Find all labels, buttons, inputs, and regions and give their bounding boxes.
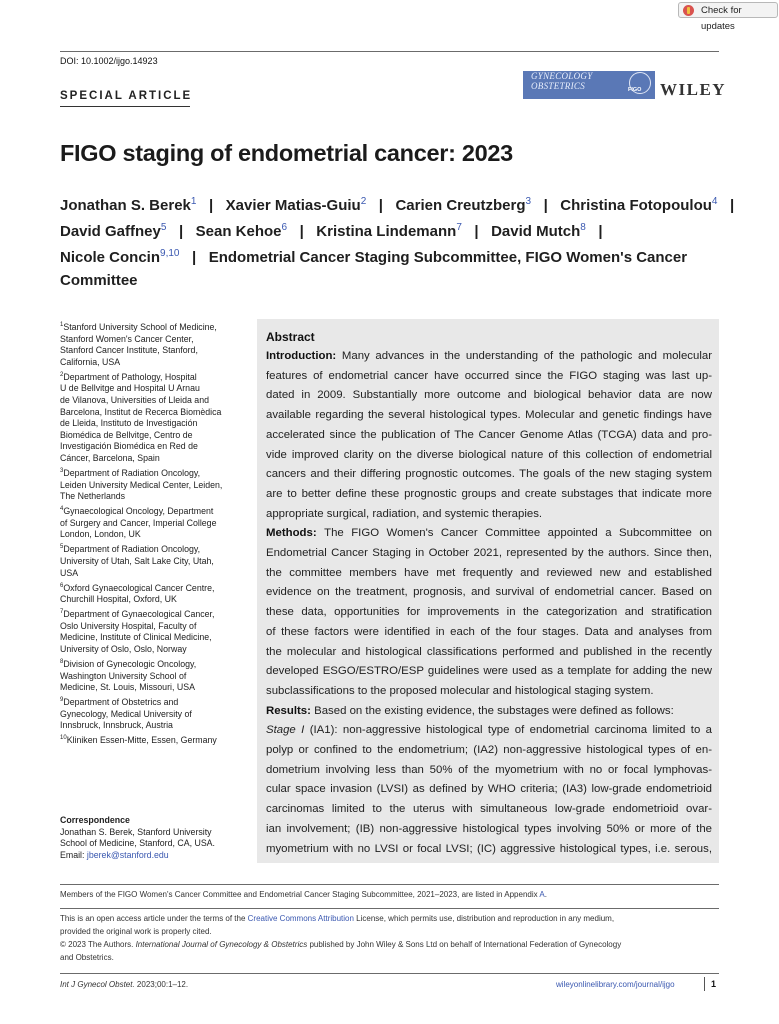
affiliation-number: 1 (60, 322, 64, 328)
abstract-line: these data, opportunities for improvements in the categorization and stratification (266, 606, 712, 619)
abstract-line: are to better define these prognostic groups and create substages that indicate more (266, 487, 712, 500)
affiliation-line: University of Utah, Salt Lake City, Utah, (60, 555, 214, 566)
journal-url-link[interactable]: wileyonlinelibrary.com/journal/ijgo (556, 980, 675, 989)
affiliation-line: Medicine, St. Louis, Missouri, USA (60, 682, 195, 693)
footnote-end: . (544, 890, 547, 899)
affiliation-line: $^5$Department of Radiation Oncology, (60, 544, 201, 555)
affiliation-line: Leiden University Medical Center, Leiden, (60, 479, 223, 490)
author-separator: | (287, 223, 317, 240)
article-type-underline (60, 106, 190, 107)
abstract-line: subclassifications to the proposed molecular and histological staging system. (266, 684, 654, 697)
affiliation-line: Stanford Cancer Institute, Stanford, (60, 345, 198, 356)
affiliation-line: $^4$Gynaecological Oncology, Department (60, 506, 214, 517)
affiliation-number: 3 (60, 468, 64, 474)
article-type: SPECIAL ARTICLE (60, 90, 193, 102)
copyright-text: published by John Wiley & Sons Ltd on behalf of International Federation of Gynecology (307, 940, 622, 949)
affiliation (60, 733, 240, 747)
author-separator: | (366, 197, 396, 214)
figo-label: FIGO (628, 87, 642, 93)
affiliation-line: $^3$Department of Radiation Oncology, (60, 467, 201, 478)
affiliation-line: Cáncer, Barcelona, Spain (60, 452, 160, 463)
publisher-logo: WILEY (660, 80, 727, 99)
author-name[interactable]: David Gaffney (60, 223, 161, 240)
affiliation-line: de Lleida, Instituto de Investigación (60, 418, 198, 429)
affiliation-number: 8 (60, 659, 64, 665)
affiliation-line: Oslo University Hospital, Faculty of (60, 620, 197, 631)
affiliation-number: 7 (60, 609, 64, 616)
crossmark-icon (683, 5, 694, 16)
affiliation-line: California, USA (60, 356, 121, 367)
footnote (60, 890, 547, 899)
email-label: Email: (60, 849, 87, 860)
abstract-line: the molecular and histological classifications performed and published in the recently (266, 645, 712, 658)
affiliation (60, 657, 240, 694)
author-affiliation-ref: 4 (711, 196, 718, 207)
author-line (60, 196, 747, 214)
affiliation (60, 695, 240, 732)
affiliation-line: USA (60, 567, 79, 578)
author-affiliation-ref: 6 (281, 222, 288, 233)
author-name[interactable]: Sean Kehoe (195, 223, 282, 240)
top-rule (60, 51, 719, 52)
affiliation-line: Medicine, Institute of Clinical Medicine, (60, 632, 212, 643)
correspondence-heading: Correspondence (60, 815, 130, 825)
email-link[interactable]: jberek@stanford.edu (86, 849, 169, 860)
author-line (60, 272, 138, 289)
abstract-line: myometrium with no LVSI or focal LVSI; (IC) aggressive histological types, i.e. serous, (266, 842, 712, 855)
abstract-line: polyp or confined to the endometrium; (IA2) non-aggressive histological types of en- (266, 744, 712, 756)
abstract-section-label: Introduction: (266, 350, 342, 362)
author-affiliation-ref: 9,10 (160, 248, 180, 259)
doi: DOI: 10.1002/ijgo.14923 (60, 56, 158, 66)
affiliation (60, 581, 240, 606)
citation-details: 2023;00:1–12. (134, 980, 189, 989)
author-separator: | (585, 223, 616, 240)
affiliation (60, 542, 240, 579)
abstract-line: the committee members have met frequently and reviewed new and established (266, 566, 712, 579)
affiliation-line: Biomédica de Bellvitge, Centro de (60, 429, 193, 440)
affiliation-line: $^2$Department of Pathology, Hospital (60, 371, 197, 382)
author-name[interactable]: Endometrial Cancer Staging Subcommittee, FIGO Women's Cancer (208, 249, 688, 266)
abstract-line: Results: Based on the existing evidence, the substages were defined as follows: (266, 704, 674, 717)
correspondence-block (60, 815, 240, 861)
abstract-line: dated in 2009. Substantially more outcome and biological behavior data are now (266, 389, 712, 402)
page-number: 1 (711, 979, 717, 989)
affiliation-line: London, London, UK (60, 529, 141, 540)
author-name[interactable]: Jonathan S. Berek (60, 197, 191, 214)
author-name[interactable]: Nicole Concin (60, 249, 161, 266)
affiliation-line: de Vilanova, Universities of Lleida and (60, 394, 209, 405)
author-affiliation-ref: 1 (190, 196, 197, 207)
page-number-separator (704, 977, 705, 991)
abstract-line: available regarding the several histological types. Molecular and genetic findings have (266, 409, 712, 422)
affiliation-line: Investigación Biomédica en Red de (60, 441, 198, 452)
author-name[interactable]: Committee (60, 272, 138, 289)
affiliation-line: Barcelona, Institut de Recerca Biomèdica (60, 406, 222, 417)
abstract-line: evidence on the treatment, prognosis, and survival of endometrial cancer. Based on (266, 586, 712, 599)
abstract-line: developed ESGO/ESTRO/ESP guidelines were used as a template for adding the new (266, 665, 712, 678)
affiliation (60, 370, 240, 465)
journal-logo-text (531, 72, 611, 91)
author-affiliation-ref: 5 (160, 222, 167, 233)
affiliation (60, 504, 240, 541)
affiliation-number: 5 (60, 544, 64, 551)
journal-logo-line: GYNECOLOGY (531, 71, 593, 81)
author-name[interactable]: Kristina Lindemann (316, 223, 457, 240)
footnote-rule (60, 884, 719, 885)
affiliation-line: $^6$Oxford Gynaecological Cancer Centre, (60, 582, 215, 593)
author-separator: | (717, 197, 747, 214)
affiliation (60, 607, 240, 655)
affiliation-line: $^9$Department of Obstetrics and (60, 697, 179, 708)
affiliation-line: of Surgery and Cancer, Imperial College (60, 517, 217, 528)
check-for-updates-label: Check for updates (701, 5, 742, 32)
affiliation-number: 4 (60, 506, 64, 513)
affiliation-number: 9 (60, 697, 64, 704)
author-line (60, 222, 615, 240)
abstract-line: vide improved clarity on the diverse biological nature of this collection of endometrial (266, 448, 712, 461)
author-separator: | (179, 249, 209, 266)
author-name[interactable]: Christina Fotopoulou (560, 197, 712, 214)
correspondence-email-line (60, 850, 240, 862)
copyright-line (60, 940, 621, 949)
license-text: License, which permits use, distribution and reproduction in any medium, (353, 914, 615, 923)
author-separator: | (166, 223, 196, 240)
abstract-line: Stage I (IA1): non-aggressive histological type of endometrial carcinoma limited to a (266, 724, 712, 737)
abstract-line: Endometrial Cancer Staging in October 2021, represented by the authors. Since then, (266, 547, 712, 559)
affiliation-line: $^1$Stanford University School of Medicine, (60, 321, 217, 332)
abstract-section-label: Methods: (266, 527, 325, 540)
affiliation-number: 2 (60, 371, 64, 378)
affiliation-line: University of Oslo, Oslo, Norway (60, 643, 187, 654)
abstract-line: cancers and their differing prognostic outcomes. The goals of the new staging system (266, 468, 712, 481)
affiliation-line: U de Bellvitge and Hospital U Arnau (60, 383, 200, 394)
abstract-section-label: Results: (266, 704, 315, 717)
abstract-line: dometrium involving less than 50% of the myometrium with no or focal lymphovas- (266, 763, 712, 776)
abstract-line: features of endometrial cancer have occurred since the FIGO staging was last up- (266, 369, 712, 382)
creative-commons-link[interactable]: Creative Commons Attribution (247, 914, 354, 923)
license-line-2: provided the original work is properly cited. (60, 927, 212, 936)
author-affiliation-ref: 7 (456, 222, 462, 233)
author-name[interactable]: Carien Creutzberg (395, 197, 526, 214)
appendix-link[interactable]: A (539, 890, 545, 899)
author-separator: | (531, 197, 561, 214)
footer-rule (60, 973, 719, 974)
article-title: FIGO staging of endometrial cancer: 2023 (60, 140, 513, 166)
affiliation-line: The Netherlands (60, 491, 126, 502)
author-affiliation-ref: 3 (525, 196, 532, 207)
affiliation-line: Gynecology, Medical University of (60, 708, 192, 719)
affiliation (60, 320, 240, 368)
affiliation (60, 466, 240, 503)
author-name[interactable]: Xavier Matias-Guiu (225, 197, 361, 214)
author-separator: | (461, 223, 492, 240)
abstract-line: cular space invasion (LVSI) as defined by WHO criteria; (IA3) low-grade endometrioid (266, 783, 712, 796)
copyright-text: © 2023 The Authors. (60, 940, 136, 949)
license-line-1 (60, 914, 614, 923)
affiliation-line: Washington University School of (60, 670, 187, 681)
affiliation-number: 10 (60, 735, 67, 742)
affiliation-line: $^7$Department of Gynaecological Cancer, (60, 609, 215, 620)
license-text: This is an open access article under the terms of the (60, 914, 248, 923)
footnote-text: Members of the FIGO Women's Cancer Committee and Endometrial Cancer Staging Subcommittee, 2021–2023, are listed in Appendix (60, 890, 540, 899)
copyright-journal: International Journal of Gynecology & Obstetrics (135, 940, 308, 949)
abstract-line: accelerated since the publication of The Cancer Genome Atlas (TCGA) data and pro- (266, 428, 712, 441)
affiliation-line: $^8$Division of Gynecologic Oncology, (60, 658, 197, 669)
author-separator: | (196, 197, 226, 214)
author-name[interactable]: David Mutch (491, 223, 581, 240)
abstract-line: appropriate surgical, radiation, and systemic therapies. (266, 507, 543, 520)
abstract-line: Introduction: Many advances in the understanding of the pathologic and molecular (266, 350, 712, 362)
abstract-line: Methods: The FIGO Women's Cancer Committee appointed a Subcommittee on (266, 527, 712, 540)
citation (60, 980, 188, 989)
license-rule (60, 908, 719, 909)
abstract-line: ian involvement; (IB) non-aggressive histological types involving 50% or more of the (266, 822, 712, 835)
correspondence-line: Jonathan S. Berek, Stanford University (60, 826, 212, 837)
author-affiliation-ref: 8 (580, 222, 586, 233)
author-line (60, 248, 687, 266)
abstract-heading: Abstract (266, 330, 315, 344)
abstract-line: carcinomas limited to the uterus with simultaneous low-grade endometrioid ovar- (266, 803, 712, 816)
check-for-updates-button[interactable] (678, 2, 778, 32)
copyright-line-2: and Obstetrics. (60, 953, 114, 962)
affiliation-line: Churchill Hospital, Oxford, UK (60, 594, 177, 605)
correspondence-line: School of Medicine, Stanford, CA, USA. (60, 838, 215, 849)
author-affiliation-ref: 2 (360, 196, 367, 207)
affiliation-line: Stanford Women's Cancer Center, (60, 333, 194, 344)
affiliation-number: 6 (60, 582, 64, 589)
abstract-section-label: Stage I (266, 724, 310, 737)
journal-logo-line: OBSTETRICS (531, 80, 586, 91)
abstract-line: of these factors were identified in each of the four stages. Data and analyses from (266, 625, 712, 638)
affiliation-line: Innsbruck, Innsbruck, Austria (60, 720, 173, 731)
citation-journal: Int J Gynecol Obstet. (60, 980, 135, 989)
affiliation-line: $^{10}$Kliniken Essen-Mitte, Essen, Germany (60, 735, 217, 746)
